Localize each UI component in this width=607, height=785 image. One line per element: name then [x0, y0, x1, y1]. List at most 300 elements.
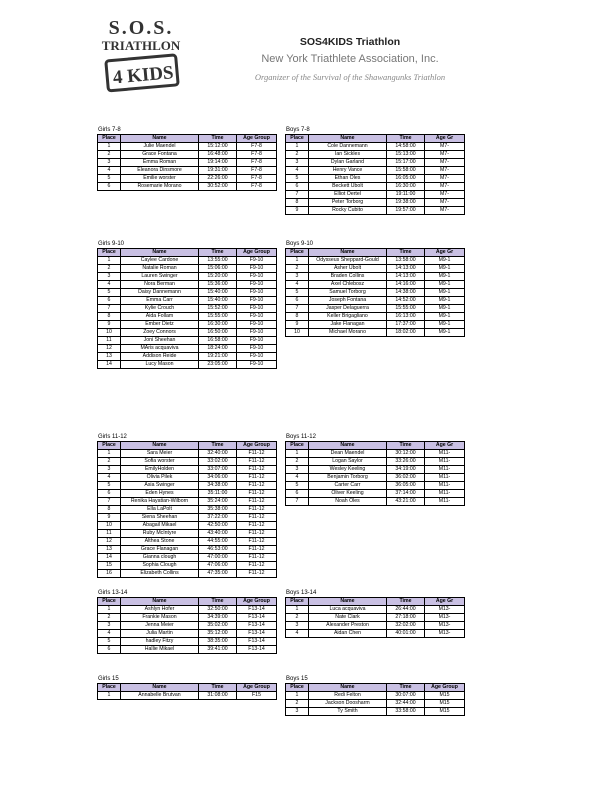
place-cell: 1	[98, 143, 121, 151]
column-header: Place	[98, 442, 121, 450]
place-cell: 6	[98, 297, 121, 305]
name-cell: Jackson Doosharm	[309, 700, 387, 708]
time-cell: 36:02:00	[387, 474, 425, 482]
table-row	[286, 191, 465, 199]
table-row	[98, 329, 277, 337]
age-group-cell: F9-10	[237, 265, 277, 273]
name-cell: Keller Brigagliano	[309, 313, 387, 321]
time-cell: 15:06:00	[199, 265, 237, 273]
place-cell: 7	[286, 305, 309, 313]
age-group-cell: M9-1	[425, 265, 465, 273]
name-cell: Elliot Oertel	[309, 191, 387, 199]
table-row	[98, 458, 277, 466]
division-title: Boys 9-10	[286, 241, 314, 247]
time-cell: 14:16:00	[387, 281, 425, 289]
place-cell: 3	[286, 708, 309, 716]
age-group-cell: F13-14	[237, 606, 277, 614]
name-cell: EmilyHolden	[121, 466, 199, 474]
age-group-cell: F11-12	[237, 450, 277, 458]
age-group-cell: F7-8	[237, 183, 277, 191]
table-row	[98, 450, 277, 458]
age-group-cell: F9-10	[237, 313, 277, 321]
age-group-cell: F11-12	[237, 554, 277, 562]
place-cell: 4	[286, 630, 309, 638]
table-row	[98, 562, 277, 570]
name-cell: Ian Sickles	[309, 151, 387, 159]
name-cell: Olivia Pilek	[121, 474, 199, 482]
time-cell: 33:02:00	[199, 458, 237, 466]
place-cell: 13	[98, 546, 121, 554]
time-cell: 34:39:00	[199, 614, 237, 622]
name-cell: Wesley Keeling	[309, 466, 387, 474]
age-group-cell: M7-	[425, 151, 465, 159]
name-cell: Joseph Fontana	[309, 297, 387, 305]
time-cell: 15:55:00	[199, 313, 237, 321]
place-cell: 1	[98, 257, 121, 265]
name-cell: Jasper Delaguerra	[309, 305, 387, 313]
place-cell: 4	[286, 167, 309, 175]
table-row	[286, 281, 465, 289]
column-header: Name	[121, 135, 199, 143]
time-cell: 30:52:00	[199, 183, 237, 191]
place-cell: 1	[98, 450, 121, 458]
time-cell: 16:58:00	[199, 337, 237, 345]
table-row	[98, 183, 277, 191]
name-cell: Redi Felton	[309, 692, 387, 700]
time-cell: 32:44:00	[387, 700, 425, 708]
place-cell: 4	[98, 281, 121, 289]
table-row	[286, 273, 465, 281]
name-cell: Benjamin Torborg	[309, 474, 387, 482]
column-header: Time	[387, 442, 425, 450]
column-header: Age Group	[237, 684, 277, 692]
name-cell: Jenna Meier	[121, 622, 199, 630]
name-cell: MAris acquaviva	[121, 345, 199, 353]
results-table	[97, 248, 277, 369]
place-cell: 2	[286, 458, 309, 466]
column-header: Place	[286, 249, 309, 257]
time-cell: 33:07:00	[199, 466, 237, 474]
page-subtitle: New York Triathlete Association, Inc.	[261, 53, 439, 65]
table-row	[286, 700, 465, 708]
table-row	[286, 199, 465, 207]
table-row	[98, 353, 277, 361]
age-group-cell: F11-12	[237, 482, 277, 490]
header-row	[286, 598, 465, 606]
column-header: Name	[121, 684, 199, 692]
column-header: Name	[309, 249, 387, 257]
age-group-cell: F9-10	[237, 361, 277, 369]
results-block-girls-13-14	[97, 590, 277, 654]
place-cell: 1	[286, 257, 309, 265]
column-header: Age Group	[237, 598, 277, 606]
age-group-cell: F11-12	[237, 514, 277, 522]
place-cell: 5	[98, 482, 121, 490]
time-cell: 47:06:00	[199, 562, 237, 570]
column-header: Time	[199, 135, 237, 143]
place-cell: 6	[98, 183, 121, 191]
age-group-cell: M11-	[425, 466, 465, 474]
time-cell: 15:40:00	[199, 289, 237, 297]
name-cell: Eden Hynes	[121, 490, 199, 498]
place-cell: 7	[98, 305, 121, 313]
table-row	[98, 337, 277, 345]
name-cell: Dean Maendel	[309, 450, 387, 458]
table-row	[98, 490, 277, 498]
time-cell: 32:40:00	[199, 450, 237, 458]
place-cell: 9	[286, 207, 309, 215]
results-block-girls-9-10	[97, 241, 277, 369]
name-cell: Gianna clough	[121, 554, 199, 562]
table-row	[286, 458, 465, 466]
name-cell: Cole Dannemann	[309, 143, 387, 151]
time-cell: 31:08:00	[199, 692, 237, 700]
table-row	[98, 498, 277, 506]
column-header: Place	[98, 135, 121, 143]
column-header: Age Group	[237, 135, 277, 143]
name-cell: Alexander Preston	[309, 622, 387, 630]
time-cell: 15:40:00	[199, 297, 237, 305]
age-group-cell: M9-1	[425, 305, 465, 313]
time-cell: 35:38:00	[199, 506, 237, 514]
time-cell: 40:01:00	[387, 630, 425, 638]
column-header: Time	[199, 684, 237, 692]
name-cell: Hallie Mikael	[121, 646, 199, 654]
age-group-cell: F11-12	[237, 466, 277, 474]
column-header: Time	[199, 598, 237, 606]
name-cell: Julie Maendel	[121, 143, 199, 151]
name-cell: Logan Saylor	[309, 458, 387, 466]
table-row	[98, 265, 277, 273]
column-header: Name	[309, 598, 387, 606]
column-header: Time	[387, 249, 425, 257]
table-row	[98, 151, 277, 159]
column-header: Time	[199, 249, 237, 257]
place-cell: 1	[286, 143, 309, 151]
time-cell: 38:35:00	[199, 638, 237, 646]
column-header: Place	[286, 684, 309, 692]
time-cell: 37:14:00	[387, 490, 425, 498]
table-row	[98, 546, 277, 554]
header-row	[286, 684, 465, 692]
time-cell: 37:22:00	[199, 514, 237, 522]
table-row	[286, 313, 465, 321]
time-cell: 15:36:00	[199, 281, 237, 289]
name-cell: Braden Collins	[309, 273, 387, 281]
division-title: Boys 7-8	[286, 127, 310, 133]
time-cell: 26:44:00	[387, 606, 425, 614]
place-cell: 6	[286, 490, 309, 498]
place-cell: 5	[286, 175, 309, 183]
table-row	[98, 630, 277, 638]
place-cell: 13	[98, 353, 121, 361]
age-group-cell: F9-10	[237, 329, 277, 337]
place-cell: 3	[286, 273, 309, 281]
place-cell: 3	[286, 159, 309, 167]
time-cell: 14:13:00	[387, 265, 425, 273]
table-row	[286, 606, 465, 614]
name-cell: Lucy Mason	[121, 361, 199, 369]
place-cell: 3	[98, 273, 121, 281]
table-row	[98, 522, 277, 530]
table-row	[98, 297, 277, 305]
place-cell: 1	[286, 606, 309, 614]
table-row	[286, 321, 465, 329]
place-cell: 1	[286, 692, 309, 700]
header-row	[98, 135, 277, 143]
place-cell: 8	[98, 506, 121, 514]
table-row	[98, 474, 277, 482]
name-cell: Oliver Keeling	[309, 490, 387, 498]
age-group-cell: M7-	[425, 207, 465, 215]
place-cell: 15	[98, 562, 121, 570]
name-cell: Aidan Chen	[309, 630, 387, 638]
place-cell: 2	[286, 151, 309, 159]
column-header: Age Group	[425, 684, 465, 692]
age-group-cell: M7-	[425, 183, 465, 191]
results-block-girls-7-8	[97, 127, 277, 191]
name-cell: Addison Reide	[121, 353, 199, 361]
age-group-cell: M7-	[425, 167, 465, 175]
place-cell: 5	[98, 289, 121, 297]
time-cell: 17:37:00	[387, 321, 425, 329]
name-cell: Michael Morano	[309, 329, 387, 337]
time-cell: 34:06:00	[199, 474, 237, 482]
name-cell: Dylan Garland	[309, 159, 387, 167]
place-cell: 2	[286, 614, 309, 622]
table-row	[286, 305, 465, 313]
place-cell: 9	[286, 321, 309, 329]
place-cell: 7	[286, 191, 309, 199]
time-cell: 16:50:00	[199, 329, 237, 337]
age-group-cell: F11-12	[237, 506, 277, 514]
results-block-girls-11-12	[97, 434, 277, 578]
results-table	[285, 597, 465, 638]
name-cell: Axel Chlebosz	[309, 281, 387, 289]
column-header: Name	[121, 249, 199, 257]
place-cell: 11	[98, 337, 121, 345]
time-cell: 19:31:00	[199, 167, 237, 175]
age-group-cell: M9-1	[425, 321, 465, 329]
table-row	[286, 466, 465, 474]
age-group-cell: M11-	[425, 498, 465, 506]
results-table	[97, 683, 277, 700]
division-title: Boys 15	[286, 676, 308, 682]
age-group-cell: F11-12	[237, 530, 277, 538]
age-group-cell: M11-	[425, 474, 465, 482]
age-group-cell: M7-	[425, 143, 465, 151]
time-cell: 36:05:00	[387, 482, 425, 490]
age-group-cell: F9-10	[237, 345, 277, 353]
age-group-cell: F13-14	[237, 614, 277, 622]
age-group-cell: M13-	[425, 630, 465, 638]
column-header: Name	[121, 442, 199, 450]
place-cell: 4	[286, 474, 309, 482]
name-cell: Daisy Dannemann	[121, 289, 199, 297]
age-group-cell: F7-8	[237, 167, 277, 175]
header-row	[98, 684, 277, 692]
place-cell: 6	[98, 646, 121, 654]
results-block-boys-15	[285, 676, 465, 716]
age-group-cell: F7-8	[237, 151, 277, 159]
time-cell: 14:13:00	[387, 273, 425, 281]
division-title: Boys 13-14	[286, 590, 317, 596]
time-cell: 35:12:00	[199, 630, 237, 638]
name-cell: Grace Flanagan	[121, 546, 199, 554]
time-cell: 19:21:00	[199, 353, 237, 361]
table-row	[98, 159, 277, 167]
table-row	[98, 466, 277, 474]
age-group-cell: M7-	[425, 159, 465, 167]
time-cell: 18:24:00	[199, 345, 237, 353]
age-group-cell: F9-10	[237, 257, 277, 265]
table-row	[286, 289, 465, 297]
results-table	[97, 597, 277, 654]
table-row	[98, 321, 277, 329]
name-cell: Samuel Torborg	[309, 289, 387, 297]
place-cell: 5	[286, 482, 309, 490]
age-group-cell: F9-10	[237, 305, 277, 313]
time-cell: 15:55:00	[387, 305, 425, 313]
results-table	[97, 441, 277, 578]
time-cell: 19:11:00	[387, 191, 425, 199]
column-header: Place	[286, 442, 309, 450]
time-cell: 18:02:00	[387, 329, 425, 337]
name-cell: Althea Stone	[121, 538, 199, 546]
time-cell: 13:58:00	[387, 257, 425, 265]
table-row	[98, 622, 277, 630]
table-row	[98, 257, 277, 265]
name-cell: Sofia worster	[121, 458, 199, 466]
time-cell: 35:02:00	[199, 622, 237, 630]
time-cell: 33:58:00	[387, 708, 425, 716]
results-block-boys-11-12	[285, 434, 465, 506]
table-row	[98, 530, 277, 538]
time-cell: 15:13:00	[387, 151, 425, 159]
place-cell: 6	[286, 297, 309, 305]
place-cell: 2	[286, 700, 309, 708]
time-cell: 35:24:00	[199, 498, 237, 506]
time-cell: 16:48:00	[199, 151, 237, 159]
age-group-cell: F11-12	[237, 490, 277, 498]
table-row	[98, 345, 277, 353]
time-cell: 19:38:00	[387, 199, 425, 207]
age-group-cell: M11-	[425, 450, 465, 458]
name-cell: Ella LaPolt	[121, 506, 199, 514]
name-cell: Abagail Mikael	[121, 522, 199, 530]
table-row	[98, 361, 277, 369]
place-cell: 3	[286, 622, 309, 630]
page-title: SOS4KIDS Triathlon	[299, 36, 401, 48]
results-table	[97, 134, 277, 191]
place-cell: 2	[98, 265, 121, 273]
place-cell: 16	[98, 570, 121, 578]
time-cell: 34:19:00	[387, 466, 425, 474]
table-row	[98, 273, 277, 281]
header-row	[286, 135, 465, 143]
table-row	[286, 692, 465, 700]
header-row	[98, 442, 277, 450]
age-group-cell: F9-10	[237, 353, 277, 361]
age-group-cell: M7-	[425, 175, 465, 183]
table-row	[98, 538, 277, 546]
age-group-cell: F13-14	[237, 630, 277, 638]
table-row	[98, 305, 277, 313]
place-cell: 4	[98, 167, 121, 175]
age-group-cell: F9-10	[237, 273, 277, 281]
age-group-cell: F11-12	[237, 538, 277, 546]
column-header: Time	[387, 135, 425, 143]
results-table	[285, 134, 465, 215]
place-cell: 7	[286, 498, 309, 506]
place-cell: 3	[98, 466, 121, 474]
name-cell: Lauren Swinger	[121, 273, 199, 281]
time-cell: 30:12:00	[387, 450, 425, 458]
age-group-cell: M13-	[425, 606, 465, 614]
place-cell: 4	[286, 281, 309, 289]
results-block-boys-7-8	[285, 127, 465, 215]
header-row	[98, 249, 277, 257]
name-cell: Ethan Oles	[309, 175, 387, 183]
name-cell: Eleanora Dinsmore	[121, 167, 199, 175]
age-group-cell: M9-1	[425, 313, 465, 321]
name-cell: Joni Sheehan	[121, 337, 199, 345]
column-header: Age Gr	[425, 598, 465, 606]
table-row	[286, 329, 465, 337]
header-row	[286, 442, 465, 450]
time-cell: 32:02:00	[387, 622, 425, 630]
table-row	[98, 506, 277, 514]
table-row	[98, 482, 277, 490]
age-group-cell: M11-	[425, 458, 465, 466]
place-cell: 10	[98, 329, 121, 337]
age-group-cell: F9-10	[237, 297, 277, 305]
name-cell: Nora Berman	[121, 281, 199, 289]
age-group-cell: F7-8	[237, 143, 277, 151]
age-group-cell: M7-	[425, 199, 465, 207]
column-header: Age Gr	[425, 442, 465, 450]
place-cell: 5	[98, 175, 121, 183]
place-cell: 2	[98, 458, 121, 466]
division-title: Girls 7-8	[98, 127, 121, 133]
table-row	[286, 159, 465, 167]
header-row	[286, 249, 465, 257]
column-header: Age Group	[237, 249, 277, 257]
division-title: Girls 15	[98, 676, 119, 682]
time-cell: 15:58:00	[387, 167, 425, 175]
name-cell: Natalie Roman	[121, 265, 199, 273]
age-group-cell: M7-	[425, 191, 465, 199]
time-cell: 46:53:00	[199, 546, 237, 554]
place-cell: 2	[286, 265, 309, 273]
age-group-cell: M9-1	[425, 289, 465, 297]
place-cell: 7	[98, 498, 121, 506]
age-group-cell: M9-1	[425, 281, 465, 289]
place-cell: 8	[98, 313, 121, 321]
time-cell: 15:17:00	[387, 159, 425, 167]
name-cell: Rosemarie Morano	[121, 183, 199, 191]
name-cell: Zoey Connors	[121, 329, 199, 337]
table-row	[98, 143, 277, 151]
name-cell: Julia Martin	[121, 630, 199, 638]
table-row	[98, 570, 277, 578]
time-cell: 27:18:00	[387, 614, 425, 622]
time-cell: 16:30:00	[199, 321, 237, 329]
column-header: Time	[387, 598, 425, 606]
sos4kids-logo	[93, 14, 189, 96]
table-row	[98, 692, 277, 700]
time-cell: 44:55:00	[199, 538, 237, 546]
